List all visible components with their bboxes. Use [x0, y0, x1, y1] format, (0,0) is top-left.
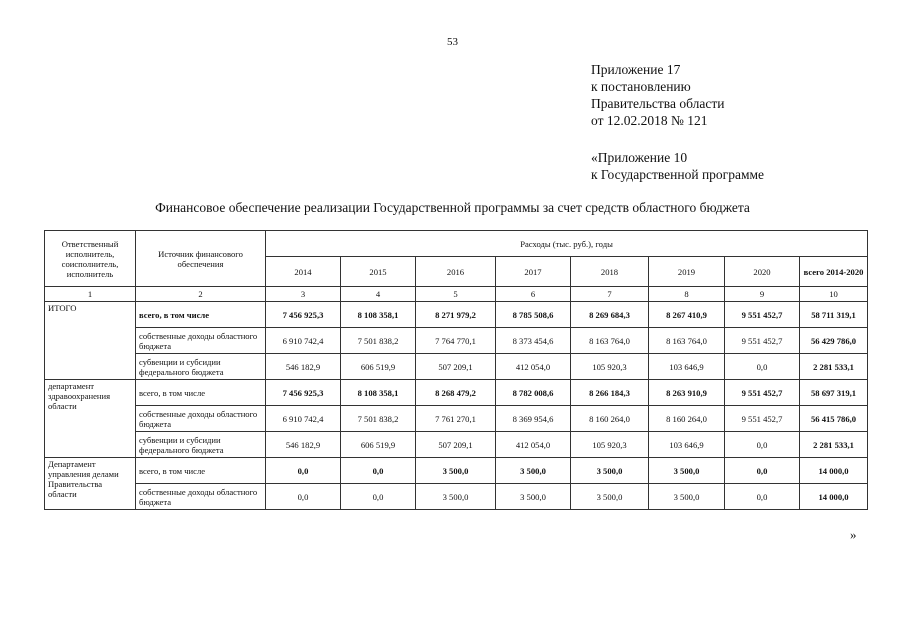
- column-number: 7: [571, 287, 649, 302]
- column-number: 1: [45, 287, 136, 302]
- value-cell: 606 519,9: [341, 432, 416, 458]
- value-cell: 7 501 838,2: [341, 406, 416, 432]
- value-cell: 8 160 264,0: [649, 406, 725, 432]
- value-cell: 3 500,0: [416, 484, 496, 510]
- value-cell: 507 209,1: [416, 354, 496, 380]
- source-cell: субвенции и субсидии федерального бюджета: [136, 432, 266, 458]
- column-number: 6: [496, 287, 571, 302]
- column-number: 10: [800, 287, 868, 302]
- value-cell: 3 500,0: [496, 458, 571, 484]
- value-cell: 3 500,0: [571, 458, 649, 484]
- total-cell: 2 281 533,1: [800, 432, 868, 458]
- value-cell: 412 054,0: [496, 432, 571, 458]
- header-executor: Ответственный исполнитель, соисполнитель, исполнитель: [45, 231, 136, 287]
- source-cell: всего, в том числе: [136, 458, 266, 484]
- value-cell: 8 263 910,9: [649, 380, 725, 406]
- table-row: [45, 406, 868, 432]
- value-cell: 0,0: [266, 484, 341, 510]
- value-cell: 507 209,1: [416, 432, 496, 458]
- total-cell: 14 000,0: [800, 484, 868, 510]
- value-cell: 3 500,0: [649, 484, 725, 510]
- table-row: [45, 328, 868, 354]
- value-cell: 8 373 454,6: [496, 328, 571, 354]
- closing-quote: »: [850, 527, 857, 542]
- value-cell: 7 456 925,3: [266, 380, 341, 406]
- source-cell: собственные доходы областного бюджета: [136, 328, 266, 354]
- value-cell: 0,0: [725, 458, 800, 484]
- column-number: 4: [341, 287, 416, 302]
- value-cell: 8 369 954,6: [496, 406, 571, 432]
- column-number: 9: [725, 287, 800, 302]
- column-number: 5: [416, 287, 496, 302]
- header-year: 2016: [416, 257, 496, 287]
- header-year: 2017: [496, 257, 571, 287]
- value-cell: 7 501 838,2: [341, 328, 416, 354]
- table-row: [45, 432, 868, 458]
- table-row: [45, 380, 868, 406]
- value-cell: 9 551 452,7: [725, 380, 800, 406]
- value-cell: 3 500,0: [416, 458, 496, 484]
- value-cell: 8 163 764,0: [571, 328, 649, 354]
- header-year: 2019: [649, 257, 725, 287]
- value-cell: 8 785 508,6: [496, 302, 571, 328]
- value-cell: 8 268 479,2: [416, 380, 496, 406]
- value-cell: 8 782 008,6: [496, 380, 571, 406]
- value-cell: 546 182,9: [266, 354, 341, 380]
- value-cell: 3 500,0: [496, 484, 571, 510]
- source-cell: собственные доходы областного бюджета: [136, 484, 266, 510]
- column-number: 8: [649, 287, 725, 302]
- value-cell: 9 551 452,7: [725, 406, 800, 432]
- value-cell: 103 646,9: [649, 354, 725, 380]
- value-cell: 6 910 742,4: [266, 328, 341, 354]
- value-cell: 6 910 742,4: [266, 406, 341, 432]
- table-row: [45, 484, 868, 510]
- value-cell: 0,0: [341, 484, 416, 510]
- annex-line: Правительства области: [591, 96, 725, 111]
- column-number: 3: [266, 287, 341, 302]
- document-title: Финансовое обеспечение реализации Государственной программы за счет средств областного бюджета: [155, 200, 750, 215]
- source-cell: собственные доходы областного бюджета: [136, 406, 266, 432]
- value-cell: 7 764 770,1: [416, 328, 496, 354]
- source-cell: всего, в том числе: [136, 302, 266, 328]
- value-cell: 3 500,0: [649, 458, 725, 484]
- total-cell: 58 711 319,1: [800, 302, 868, 328]
- executor-cell: ИТОГО: [45, 302, 136, 380]
- column-number: 2: [136, 287, 266, 302]
- value-cell: 0,0: [725, 432, 800, 458]
- total-cell: 58 697 319,1: [800, 380, 868, 406]
- header-year: 2014: [266, 257, 341, 287]
- value-cell: 9 551 452,7: [725, 328, 800, 354]
- header-year: 2020: [725, 257, 800, 287]
- source-cell: субвенции и субсидии федерального бюджета: [136, 354, 266, 380]
- value-cell: 546 182,9: [266, 432, 341, 458]
- total-cell: 56 429 786,0: [800, 328, 868, 354]
- annex-program-line: к Государственной программе: [591, 167, 765, 182]
- header-row: [45, 231, 868, 257]
- total-cell: 56 415 786,0: [800, 406, 868, 432]
- total-cell: 14 000,0: [800, 458, 868, 484]
- table-row: [45, 354, 868, 380]
- annex-block: [591, 61, 724, 129]
- value-cell: 0,0: [725, 354, 800, 380]
- value-cell: 8 163 764,0: [649, 328, 725, 354]
- source-cell: всего, в том числе: [136, 380, 266, 406]
- executor-cell: Департамент управления делами Правительства области: [45, 458, 136, 510]
- header-total: всего 2014-2020: [800, 257, 868, 287]
- value-cell: 105 920,3: [571, 354, 649, 380]
- value-cell: 7 456 925,3: [266, 302, 341, 328]
- header-expenses: Расходы (тыс. руб.), годы: [266, 231, 868, 257]
- annex-line: Приложение 17: [591, 62, 681, 77]
- value-cell: 606 519,9: [341, 354, 416, 380]
- value-cell: 105 920,3: [571, 432, 649, 458]
- header-year: 2018: [571, 257, 649, 287]
- value-cell: 8 266 184,3: [571, 380, 649, 406]
- table-row: [45, 302, 868, 328]
- value-cell: 9 551 452,7: [725, 302, 800, 328]
- table-row: [45, 458, 868, 484]
- value-cell: 8 267 410,9: [649, 302, 725, 328]
- value-cell: 7 761 270,1: [416, 406, 496, 432]
- value-cell: 0,0: [725, 484, 800, 510]
- annex-line: от 12.02.2018 № 121: [591, 113, 708, 128]
- value-cell: 8 160 264,0: [571, 406, 649, 432]
- financing-table: [44, 230, 868, 510]
- header-source: Источник финансового обеспечения: [136, 231, 266, 287]
- value-cell: 103 646,9: [649, 432, 725, 458]
- value-cell: 3 500,0: [571, 484, 649, 510]
- header-year: 2015: [341, 257, 416, 287]
- executor-cell: департамент здравоохранения области: [45, 380, 136, 458]
- column-number-row: [45, 287, 868, 302]
- value-cell: 8 271 979,2: [416, 302, 496, 328]
- annex-program-line: «Приложение 10: [591, 150, 688, 165]
- page-number: 53: [447, 36, 458, 48]
- total-cell: 2 281 533,1: [800, 354, 868, 380]
- annex-program-block: [591, 149, 764, 183]
- value-cell: 0,0: [266, 458, 341, 484]
- annex-line: к постановлению: [591, 79, 691, 94]
- value-cell: 8 269 684,3: [571, 302, 649, 328]
- value-cell: 412 054,0: [496, 354, 571, 380]
- value-cell: 0,0: [341, 458, 416, 484]
- value-cell: 8 108 358,1: [341, 302, 416, 328]
- value-cell: 8 108 358,1: [341, 380, 416, 406]
